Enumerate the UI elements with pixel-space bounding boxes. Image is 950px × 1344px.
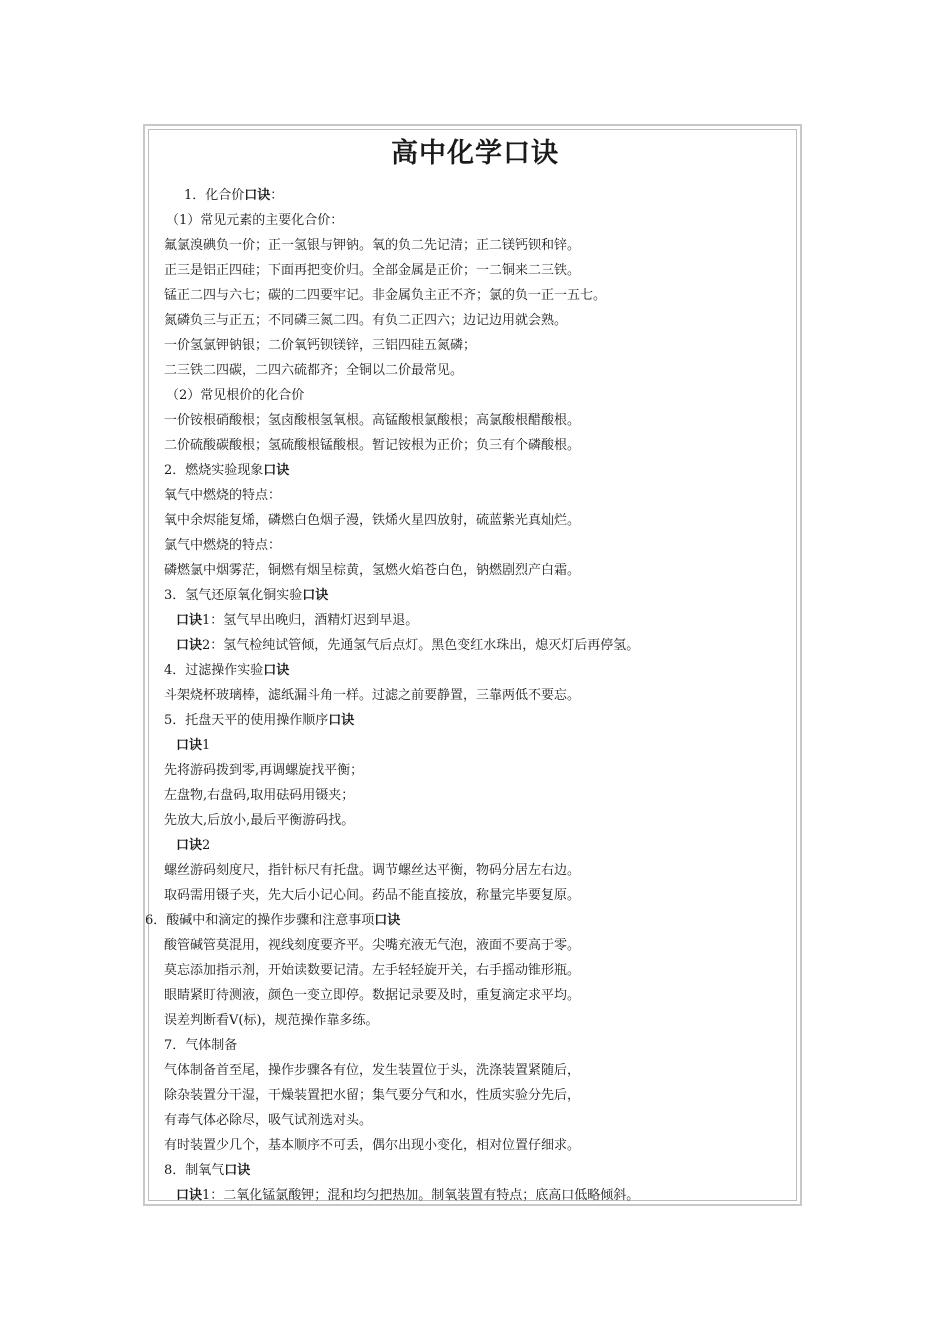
line-text: 锰正二四与六七；碳的二四要牢记。非金属负主正不齐；氯的负一正一五七。 (164, 288, 607, 303)
text-line (166, 383, 304, 408)
line-text: 气体制备首至尾，操作步骤各有位，发生装置位于头，洗涤装置紧随后， (164, 1063, 581, 1078)
line-text: 2．燃烧实验现象 (164, 463, 264, 478)
line-tail-text: 2：氢气检纯试管倾，先通氢气后点灯。黑色变红水珠出，熄灭灯后再停氢。 (202, 638, 640, 653)
line-text: 氮磷负三与正五；不同磷三氮二四。有负二正四六；边记边用就会熟。 (164, 313, 568, 328)
text-line (164, 808, 354, 833)
line-text: 7．气体制备 (164, 1038, 238, 1053)
line-text: 莫忘添加指示剂，开始读数要记清。左手轻轻旋开关，右手摇动锥形瓶。 (164, 963, 581, 978)
line-text: 二三铁二四碳，二四六硫都齐；全铜以二价最常见。 (164, 363, 464, 378)
text-line (164, 1158, 250, 1183)
line-text: 二价硫酸碳酸根；氢硫酸根锰酸根。暂记铵根为正价；负三有个磷酸根。 (164, 438, 581, 453)
text-line (164, 1133, 580, 1158)
text-line (166, 208, 343, 233)
text-line (164, 1083, 580, 1108)
text-line (176, 733, 210, 758)
text-line (164, 583, 328, 608)
text-line (164, 758, 363, 783)
text-line (164, 233, 580, 258)
text-line (176, 833, 210, 858)
line-tail-text: 1：氢气早出晚归，酒精灯迟到早退。 (202, 613, 419, 628)
text-line (164, 433, 580, 458)
line-bold-text: 口诀 (244, 188, 271, 203)
text-line (164, 308, 567, 333)
text-line (145, 908, 400, 933)
text-line (184, 183, 283, 208)
text-line (164, 683, 580, 708)
line-bold-text: 口诀 (176, 638, 203, 653)
text-line (164, 358, 463, 383)
line-bold-text: 口诀 (176, 1188, 203, 1203)
text-line (164, 658, 289, 683)
text-line (164, 958, 580, 983)
line-tail-text: 1 (202, 738, 211, 753)
line-text: 氯气中燃烧的特点： (164, 538, 282, 553)
line-bold-text: 口诀 (224, 1163, 251, 1178)
text-line (176, 608, 418, 633)
line-text: 一价氢氯钾钠银；二价氧钙钡镁锌，三铝四硅五氮磷； (164, 338, 477, 353)
text-line (164, 533, 281, 558)
line-text: 氧气中燃烧的特点： (164, 488, 282, 503)
line-tail-text: ： (270, 188, 284, 203)
text-line (164, 558, 580, 583)
line-text: 螺丝游码刻度尺，指针标尺有托盘。调节螺丝达平衡，物码分居左右边。 (164, 863, 581, 878)
line-bold-text: 口诀 (176, 613, 203, 628)
text-line (164, 458, 289, 483)
text-line (164, 1033, 237, 1058)
line-tail-text: 1：二氧化锰氯酸钾；混和均匀把热加。制氧装置有特点；底高口低略倾斜。 (202, 1188, 640, 1203)
text-line (164, 783, 354, 808)
text-line (176, 633, 639, 658)
line-bold-text: 口诀 (263, 663, 290, 678)
line-text: 1．化合价 (184, 188, 245, 203)
line-text: 左盘物,右盘码,取用砝码用镊夹； (164, 788, 355, 803)
line-text: 氟氯溴碘负一价；正一氢银与钾钠。氧的负二先记清；正二镁钙钡和锌。 (164, 238, 581, 253)
line-text: 斗架烧杯玻璃棒，滤纸漏斗角一样。过滤之前要静置，三靠两低不要忘。 (164, 688, 581, 703)
text-line (164, 1058, 580, 1083)
line-text: 3．氢气还原氧化铜实验 (164, 588, 303, 603)
line-text: 有时装置少几个，基本顺序不可丢，偶尔出现小变化，相对位置仔细求。 (164, 1138, 581, 1153)
text-line (164, 333, 476, 358)
line-bold-text: 口诀 (176, 838, 203, 853)
line-text: 正三是铝正四硅；下面再把变价归。全部金属是正价；一二铜来二三铁。 (164, 263, 581, 278)
line-bold-text: 口诀 (263, 463, 290, 478)
text-line (164, 883, 580, 908)
text-line (164, 408, 580, 433)
line-bold-text: 口诀 (302, 588, 329, 603)
text-line (176, 1183, 639, 1208)
text-line (164, 708, 354, 733)
line-text: 6．酸碱中和滴定的操作步骤和注意事项 (145, 913, 375, 928)
line-text: 酸管碱管莫混用，视线刻度要齐平。尖嘴充液无气泡，液面不要高于零。 (164, 938, 581, 953)
line-text: 先将游码拨到零,再调螺旋找平衡； (164, 763, 364, 778)
text-line (164, 1008, 379, 1033)
text-line (164, 283, 606, 308)
line-text: 误差判断看V(标)，规范操作靠多练。 (164, 1013, 379, 1028)
line-text: 一价铵根硝酸根；氢卤酸根氢氧根。高锰酸根氯酸根；高氯酸根醋酸根。 (164, 413, 581, 428)
text-line (164, 483, 281, 508)
line-bold-text: 口诀 (374, 913, 401, 928)
line-bold-text: 口诀 (176, 738, 203, 753)
line-bold-text: 口诀 (328, 713, 355, 728)
line-text: 眼睛紧盯待测液，颜色一变立即停。数据记录要及时，重复滴定求平均。 (164, 988, 581, 1003)
line-text: 取码需用镊子夹，先大后小记心间。药品不能直接放，称量完毕要复原。 (164, 888, 581, 903)
text-line (164, 983, 580, 1008)
text-line (164, 858, 580, 883)
text-line (164, 508, 580, 533)
line-text: 8．制氧气 (164, 1163, 225, 1178)
text-line (164, 1108, 372, 1133)
line-text: 5．托盘天平的使用操作顺序 (164, 713, 329, 728)
text-line (164, 258, 580, 283)
line-text: 氧中余烬能复烯，磷燃白色烟子漫，铁烯火星四放射，硫蓝紫光真灿烂。 (164, 513, 581, 528)
page-title: 高中化学口诀 (391, 138, 559, 169)
line-text: 先放大,后放小,最后平衡游码找。 (164, 813, 355, 828)
line-text: （1）常见元素的主要化合价： (166, 213, 344, 228)
line-text: （2）常见根价的化合价 (166, 388, 305, 403)
line-text: 除杂装置分干湿，干燥装置把水留；集气要分气和水，性质实验分先后， (164, 1088, 581, 1103)
text-line (164, 933, 580, 958)
line-text: 有毒气体必除尽，吸气试剂选对头。 (164, 1113, 373, 1128)
line-text: 4．过滤操作实验 (164, 663, 264, 678)
line-text: 磷燃氯中烟雾茫，铜燃有烟呈棕黄，氢燃火焰苍白色，钠燃剧烈产白霜。 (164, 563, 581, 578)
line-tail-text: 2 (202, 838, 211, 853)
